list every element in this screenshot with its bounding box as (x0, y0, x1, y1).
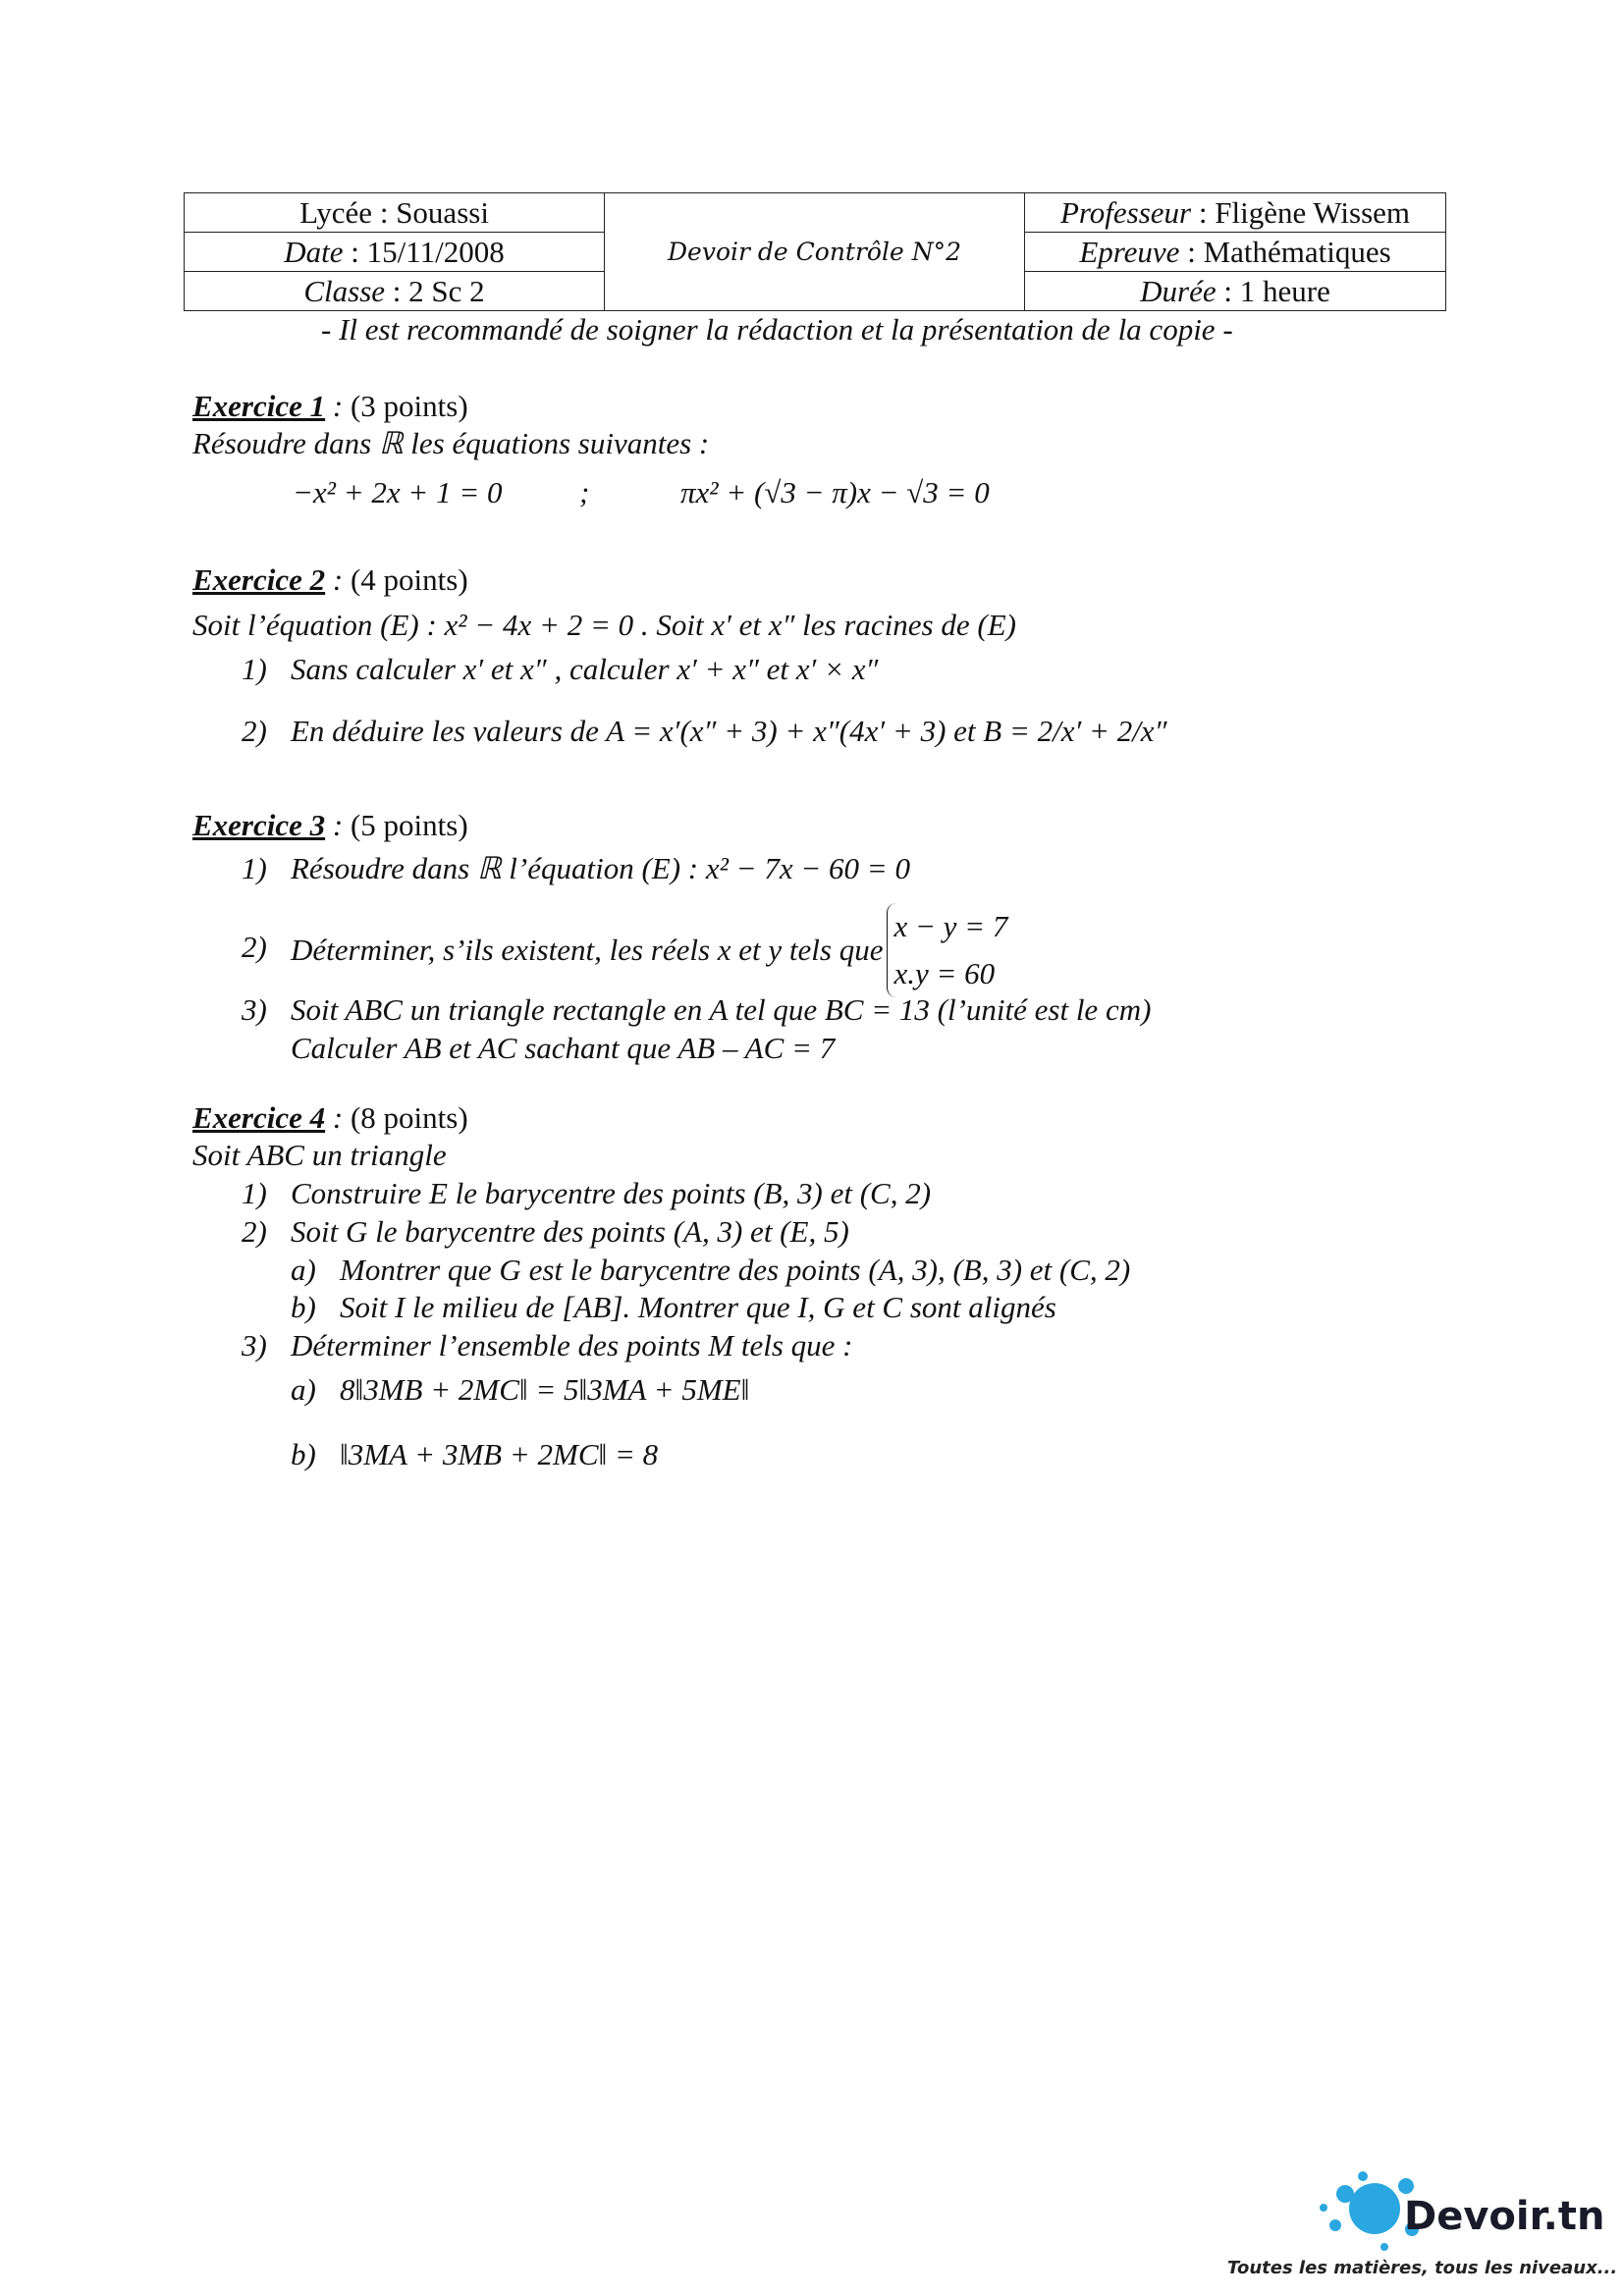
prof-value: : Fligène Wissem (1191, 194, 1411, 230)
duree-cell (1025, 272, 1446, 311)
exercise-4-points: (8 points) (343, 1100, 468, 1135)
exercise-4-q3b-text: ‖3MA + 3MB + 2MC‖ = 8 (340, 1437, 659, 1471)
exercise-4-q2b-text: Soit I le milieu de [AB]. Montrer que I, G et C sont alignés (340, 1290, 1056, 1324)
devoir-tn-logo (1227, 2155, 1620, 2296)
exercise-2-q1-text: Sans calculer x′ et x″ , calculer x′ + x″ et x′ × x″ (291, 652, 879, 686)
exercise-4-statement: Soit ABC un triangle (192, 1138, 447, 1172)
lycee-cell (185, 193, 605, 233)
exercise-4-question-3b: b) ‖3MA + 3MB + 2MC‖ = 8 (291, 1437, 659, 1471)
exercise-4-title: Exercice 4 : (8 points) (192, 1100, 468, 1135)
exercise-4-q2a-text: Montrer que G est le barycentre des points (A, 3), (B, 3) et (C, 2) (340, 1253, 1131, 1287)
lycee-value: : Souassi (372, 194, 489, 230)
exercise-1-label: Exercice 1 (192, 389, 326, 423)
exercise-3-label: Exercice 3 (192, 808, 326, 842)
exercise-2-title: Exercice 2 : (4 points) (192, 562, 468, 597)
presentation-note: - Il est recommandé de soigner la rédaction et la présentation de la copie - (321, 312, 1233, 347)
system-equation-1: x − y = 7 (893, 909, 1008, 943)
exercise-1-statement: Résoudre dans ℝ les équations suivantes : (192, 426, 710, 460)
prof-label: Professeur (1059, 194, 1192, 230)
exercise-4-question-3: 3) Déterminer l’ensemble des points M tels que : (242, 1328, 853, 1362)
exercise-3-title: Exercice 3 : (5 points) (192, 808, 468, 842)
classe-label: Classe (303, 273, 386, 308)
classe-value: : 2 Sc 2 (385, 273, 485, 308)
exercise-2-question-1: 1) Sans calculer x′ et x″ , calculer x′ + x″ et x′ × x″ (242, 652, 879, 686)
exercise-2-label: Exercice 2 (192, 562, 326, 597)
exercise-3-q3-line-2: Calculer AB et AC sachant que AB – AC = 7 (291, 1031, 836, 1065)
duree-label: Durée (1140, 273, 1217, 308)
exercise-3-q1-text: Résoudre dans ℝ l’équation (E) : x² − 7x − 60 = 0 (291, 851, 910, 885)
exam-title: Devoir de Contrôle N°2 (605, 193, 1025, 311)
exercise-3-question-3: 3) Soit ABC un triangle rectangle en A tel que BC = 13 (l’unité est le cm) (242, 992, 1152, 1027)
exercise-2-points: (4 points) (343, 562, 468, 597)
exercise-3-q3-line-1: Soit ABC un triangle rectangle en A tel que BC = 13 (l’unité est le cm) (291, 992, 1152, 1027)
duree-value: : 1 heure (1216, 273, 1330, 308)
exercise-4-q2-text: Soit G le barycentre des points (A, 3) et (E, 5) (291, 1214, 849, 1249)
epreuve-label: Epreuve (1079, 234, 1180, 269)
exercise-4-q1-text: Construire E le barycentre des points (B, 3) et (C, 2) (291, 1176, 932, 1210)
exercise-1-equation-1: −x² + 2x + 1 = 0 (293, 475, 503, 509)
exercise-1-equation-2: πx² + (√3 − π)x − √3 = 0 (680, 475, 990, 509)
exercise-3-question-2: 2) Déterminer, s’ils existent, les réels x et y tels que x − y = 7 x.y = 60 (242, 903, 1007, 997)
exercise-3-points: (5 points) (343, 808, 468, 842)
system-equation-2: x.y = 60 (893, 956, 996, 990)
exercise-4-q3-text: Déterminer l’ensemble des points M tels que : (291, 1328, 853, 1362)
exercise-4-q3a-text: 8‖3MB + 2MC‖ = 5‖3MA + 5ME‖ (340, 1372, 750, 1407)
exercise-4-question-3a: a) 8‖3MB + 2MC‖ = 5‖3MA + 5ME‖ (291, 1372, 750, 1407)
exercise-4-question-2b: b) Soit I le milieu de [AB]. Montrer que I, G et C sont alignés (291, 1290, 1056, 1324)
exercise-2-question-2: 2) En déduire les valeurs de A = x′(x″ + 3) + x″(4x′ + 3) et B = 2/x′ + 2/x″ (242, 714, 1167, 748)
epreuve-cell (1025, 233, 1446, 272)
classe-cell (185, 272, 605, 311)
logo-brand: Devoir.tn (1404, 2194, 1605, 2239)
date-label: Date (284, 234, 344, 269)
exercise-1-title: Exercice 1 : (3 points) (192, 389, 468, 423)
exercise-4-question-1: 1) Construire E le barycentre des points (B, 3) et (C, 2) (242, 1176, 932, 1210)
exercise-2-statement: Soit l’équation (E) : x² − 4x + 2 = 0 . Soit x′ et x″ les racines de (E) (192, 608, 1016, 642)
exercise-3-q2-text: Déterminer, s’ils existent, les réels x et y tels que (291, 933, 884, 967)
exercise-1-points: (3 points) (343, 389, 468, 423)
exercise-4-label: Exercice 4 (192, 1100, 326, 1135)
prof-cell (1025, 193, 1446, 233)
system-brace (887, 903, 1007, 997)
exercise-2-q2-text: En déduire les valeurs de A = x′(x″ + 3) + x″(4x′ + 3) et B = 2/x′ + 2/x″ (291, 714, 1167, 748)
logo-tagline: Toutes les matières, tous les niveaux... (1227, 2258, 1618, 2278)
exercise-1-separator: ; (579, 475, 590, 509)
header-table (184, 192, 1446, 311)
epreuve-value: : Mathématiques (1179, 234, 1391, 269)
lycee-label: Lycée (299, 194, 373, 230)
date-value: : 15/11/2008 (343, 234, 505, 269)
exercise-4-question-2a: a) Montrer que G est le barycentre des points (A, 3), (B, 3) et (C, 2) (291, 1253, 1131, 1287)
exercise-3-question-1: 1) Résoudre dans ℝ l’équation (E) : x² − 7x − 60 = 0 (242, 851, 910, 885)
exercise-4-question-2: 2) Soit G le barycentre des points (A, 3) et (E, 5) (242, 1214, 849, 1249)
date-cell (185, 233, 605, 272)
